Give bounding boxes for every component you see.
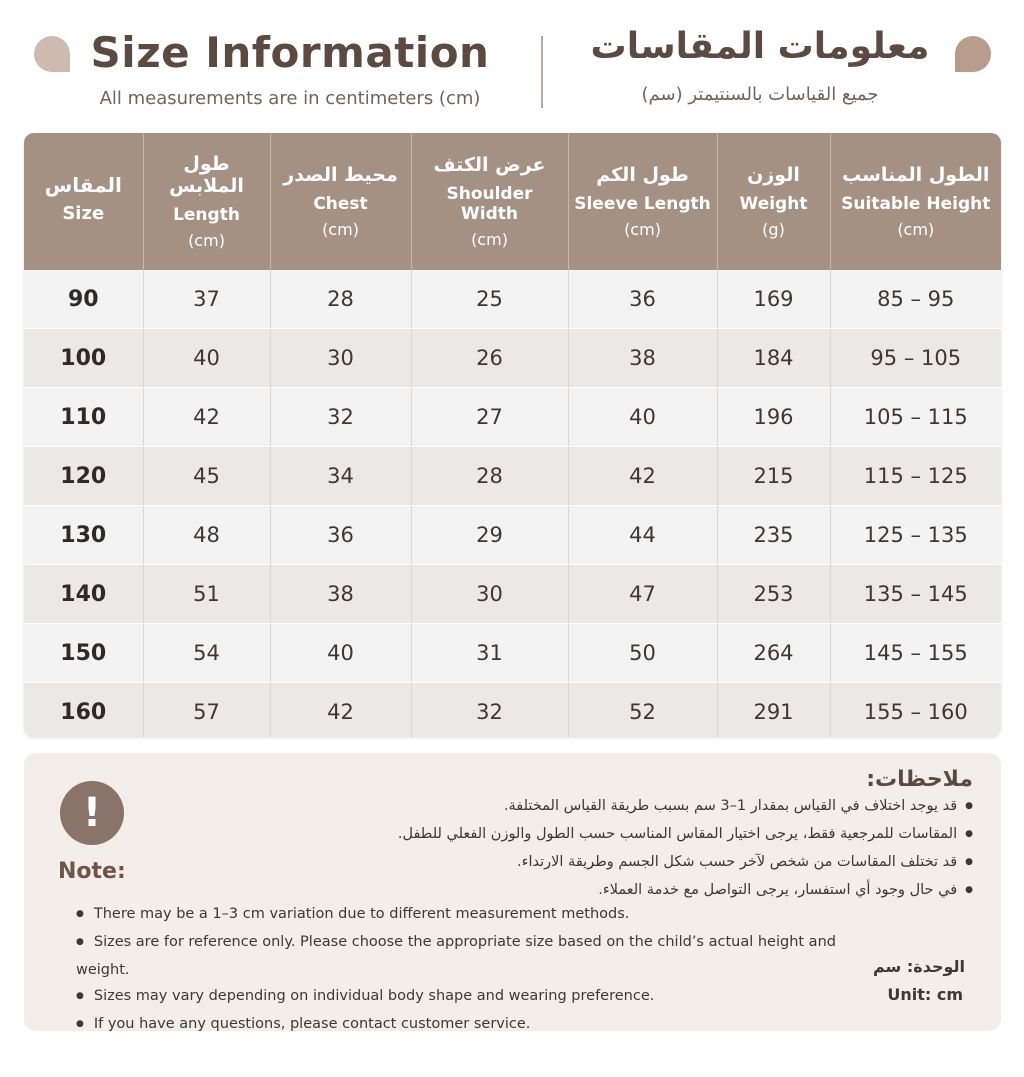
column-header-en: Length (173, 205, 240, 225)
length-cell: 42 (143, 388, 270, 447)
shoulder-width-cell: 27 (411, 388, 568, 447)
shoulder-width-cell: 29 (411, 506, 568, 565)
shoulder-width-cell: 31 (411, 624, 568, 683)
shoulder-width-cell: 26 (411, 329, 568, 388)
size-cell: 100 (24, 329, 143, 388)
table-row (24, 624, 1001, 683)
list-item: ● If you have any questions, please contact customer service. (76, 1011, 876, 1039)
table-row (24, 270, 1001, 329)
notes-list-en (76, 901, 876, 1039)
suitable-height-cell: 135 – 145 (830, 565, 1001, 624)
column-header-size (24, 133, 143, 270)
size-cell: 150 (24, 624, 143, 683)
length-cell: 51 (143, 565, 270, 624)
note-title-ar: ملاحظات: (866, 767, 973, 792)
column-header-ar: محيط الصدر (283, 164, 398, 186)
notes-panel (24, 753, 1001, 1031)
column-header-en: Sleeve Length (574, 194, 711, 214)
suitable-height-cell: 155 – 160 (830, 683, 1001, 738)
suitable-height-cell: 105 – 115 (830, 388, 1001, 447)
size-table (24, 133, 1001, 737)
weight-cell: 291 (717, 683, 830, 738)
sleeve-length-cell: 40 (568, 388, 717, 447)
suitable-height-cell: 115 – 125 (830, 447, 1001, 506)
column-header-unit: (cm) (188, 231, 225, 250)
size-cell: 130 (24, 506, 143, 565)
column-header-chest (270, 133, 411, 270)
length-cell: 40 (143, 329, 270, 388)
length-cell: 45 (143, 447, 270, 506)
column-header-weight (717, 133, 830, 270)
column-header-unit: (cm) (897, 220, 935, 239)
table-row (24, 329, 1001, 388)
chest-cell: 34 (270, 447, 411, 506)
chest-cell: 36 (270, 506, 411, 565)
column-header-ar: طول الكم (596, 164, 689, 186)
weight-cell: 196 (717, 388, 830, 447)
list-item: ● قد يوجد اختلاف في القياس بمقدار 1–3 سم بسبب طريقة القياس المختلفة. (333, 793, 973, 821)
table-body (24, 270, 1001, 737)
suitable-height-cell: 85 – 95 (830, 270, 1001, 329)
sleeve-length-cell: 50 (568, 624, 717, 683)
sleeve-length-cell: 36 (568, 270, 717, 329)
chest-cell: 32 (270, 388, 411, 447)
shoulder-width-cell: 32 (411, 683, 568, 738)
table-row (24, 683, 1001, 738)
weight-cell: 169 (717, 270, 830, 329)
size-cell: 160 (24, 683, 143, 738)
page-subtitle-en: All measurements are in centimeters (cm) (99, 88, 481, 109)
note-title-en: Note: (58, 859, 126, 884)
suitable-height-cell: 145 – 155 (830, 624, 1001, 683)
list-item: ● Sizes may vary depending on individual body shape and wearing preference. (76, 983, 876, 1011)
table-row (24, 388, 1001, 447)
column-header-unit: (g) (762, 220, 785, 239)
chest-cell: 40 (270, 624, 411, 683)
column-header-en: Weight (739, 194, 808, 214)
exclamation-icon: ! (60, 781, 124, 845)
header-divider (541, 36, 543, 108)
column-header-shoulder-width (411, 133, 568, 270)
list-item: ● قد تختلف المقاسات من شخص لآخر حسب شكل الجسم وطريقة الارتداء. (333, 849, 973, 877)
shoulder-width-cell: 28 (411, 447, 568, 506)
sleeve-length-cell: 44 (568, 506, 717, 565)
page-title-ar: معلومات المقاسات (590, 26, 930, 67)
column-header-length (143, 133, 270, 270)
weight-cell: 235 (717, 506, 830, 565)
size-cell: 140 (24, 565, 143, 624)
column-header-ar: الطول المناسب (842, 164, 990, 186)
weight-cell: 215 (717, 447, 830, 506)
column-header-ar: طول الملابس (169, 153, 244, 197)
table-header-row (24, 133, 1001, 270)
length-cell: 37 (143, 270, 270, 329)
table-row (24, 506, 1001, 565)
notes-list-ar (333, 793, 973, 905)
size-cell: 90 (24, 270, 143, 329)
column-header-unit: (cm) (624, 220, 661, 239)
chest-cell: 42 (270, 683, 411, 738)
page-title-en: Size Information (90, 28, 490, 77)
table-row (24, 565, 1001, 624)
column-header-en: Chest (313, 194, 368, 214)
shoulder-width-cell: 30 (411, 565, 568, 624)
column-header-en: Shoulder Width (446, 184, 533, 224)
weight-cell: 264 (717, 624, 830, 683)
list-item: ● There may be a 1–3 cm variation due to different measurement methods. (76, 901, 876, 929)
chest-cell: 30 (270, 329, 411, 388)
shoulder-width-cell: 25 (411, 270, 568, 329)
chest-cell: 28 (270, 270, 411, 329)
unit-label-ar: الوحدة: سم (873, 957, 965, 976)
unit-label-en: Unit: cm (887, 985, 963, 1004)
sleeve-length-cell: 47 (568, 565, 717, 624)
column-header-ar: المقاس (44, 173, 122, 197)
list-item: ● المقاسات للمرجعية فقط، يرجى اختيار المقاس المناسب حسب الطول والوزن الفعلي للطفل. (333, 821, 973, 849)
length-cell: 48 (143, 506, 270, 565)
decorative-leaf-icon (34, 36, 70, 72)
list-item: ● في حال وجود أي استفسار، يرجى التواصل مع خدمة العملاء. (333, 877, 973, 905)
suitable-height-cell: 95 – 105 (830, 329, 1001, 388)
column-header-en: Suitable Height (841, 194, 991, 214)
list-item: ● Sizes are for reference only. Please choose the appropriate size based on the child’s actual height and weight. (76, 929, 876, 983)
size-cell: 110 (24, 388, 143, 447)
length-cell: 54 (143, 624, 270, 683)
table-row (24, 447, 1001, 506)
column-header-unit: (cm) (322, 220, 359, 239)
chest-cell: 38 (270, 565, 411, 624)
page-subtitle-ar: جميع القياسات بالسنتيمتر (سم) (641, 84, 879, 105)
suitable-height-cell: 125 – 135 (830, 506, 1001, 565)
weight-cell: 184 (717, 329, 830, 388)
size-cell: 120 (24, 447, 143, 506)
sleeve-length-cell: 38 (568, 329, 717, 388)
weight-cell: 253 (717, 565, 830, 624)
column-header-unit: (cm) (471, 230, 508, 249)
sleeve-length-cell: 52 (568, 683, 717, 738)
column-header-sleeve-length (568, 133, 717, 270)
size-table-card (24, 133, 1001, 737)
column-header-ar: عرض الكتف (433, 154, 546, 176)
column-header-ar: الوزن (747, 164, 800, 186)
sleeve-length-cell: 42 (568, 447, 717, 506)
length-cell: 57 (143, 683, 270, 738)
column-header-suitable-height (830, 133, 1001, 270)
column-header-en: Size (62, 203, 105, 224)
decorative-leaf-icon (955, 36, 991, 72)
